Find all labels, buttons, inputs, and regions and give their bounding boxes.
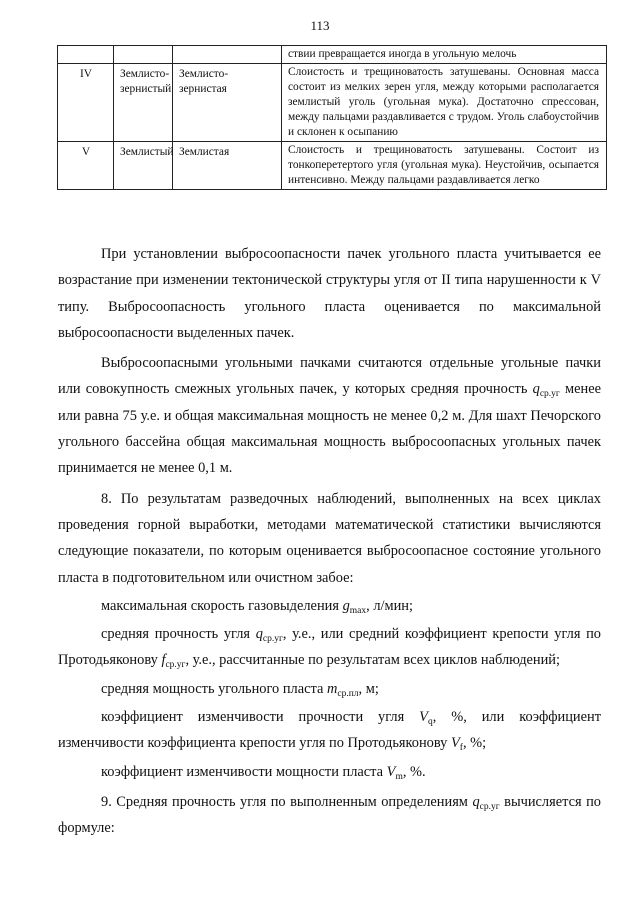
table-cell-grain: Землистый	[114, 142, 173, 190]
list-item-thickness-variability: коэффициент изменчивости мощности пласта $V_m$, %.	[101, 763, 426, 782]
body-text	[58, 241, 601, 842]
table-cell-grain: Землисто-зернистый	[114, 64, 173, 142]
paragraph-outburst-growth: При установлении выбросоопасности пачек угольного пласта учитывается ее возрастание при изменении тектонической структуры угля от II типа нарушенности к V типу. Выбросоопасность угольного пласта оценивается по максимальной выбросоопасности выделенных пачек.	[58, 246, 601, 341]
paragraph-outburst-packs: Выбросоопасными угольными пачками считаются отдельные угольные пачки или совокупность смежных угольных пачек, у которых средняя прочность $q_{ср.уг}$ менее или равна 75 у.е. и общая максимальная мощность не менее 0,2 м. Для шахт Печорского угольного бассейна общая максимальная мощность выбросоопасных угольных пачек принимается не менее 0,1 м.	[58, 355, 601, 477]
table-cell-type: V	[58, 142, 114, 190]
table-cell-composition: Землистая	[173, 142, 282, 190]
table-row	[58, 64, 607, 142]
page-number: 113	[310, 18, 330, 33]
list-item-strength-variability: коэффициент изменчивости прочности угля $V_q$, %, или коэффициент изменчивости коэффициента крепости угля по Протодьяконову $V_f$, %;	[58, 709, 601, 754]
table-cell-grain	[114, 46, 173, 64]
table-cell-type	[58, 46, 114, 64]
table-cell-description: Слоистость и трещиноватость затушеваны. Основная масса состоит из мелких зерен угля, между которыми располагается землистый уголь (угольная мука). Достаточно спрессован, между пальцами раздавливается с трудом. Уголь слабоустойчив и склонен к осыпанию	[282, 64, 607, 142]
table-cell-description: ствии превращается иногда в угольную мелочь	[282, 46, 607, 64]
list-item-mean-strength: средняя прочность угля $q_{ср.уг}$, у.е., или средний коэффициент крепости угля по Протодьяконову $f_{ср.уг}$, у.е., рассчитанные по результатам всех циклов наблюдений;	[58, 626, 602, 671]
coal-structure-table	[57, 45, 607, 190]
table-cell-composition	[173, 46, 282, 64]
table-row	[58, 46, 607, 64]
list-item-mean-thickness: средняя мощность угольного пласта $m_{ср.пл}$, м;	[101, 680, 379, 699]
paragraph-item-8: 8. По результатам разведочных наблюдений, выполненных на всех циклах проведения горной выработки, методами математической статистики вычисляются следующие показатели, по которым оценивается выбросоопасное состояние угольного пласта в подготовительном или очистном забое:	[58, 490, 601, 586]
list-item-gas-rate: максимальная скорость газовыделения $g_{max}$, л/мин;	[101, 597, 414, 616]
paragraph-item-9: 9. Средняя прочность угля по выполненным определениям $q_{ср.уг}$ вычисляется по формуле:	[58, 793, 602, 837]
table-cell-type: IV	[58, 64, 114, 142]
table-row	[58, 142, 607, 190]
table-cell-description: Слоистость и трещиноватость затушеваны. Состоит из тонкоперетертого угля (угольная мука). Неустойчив, осыпается интенсивно. Между пальцами раздавливается легко	[282, 142, 607, 190]
table-cell-composition: Землисто-зернистая	[173, 64, 282, 142]
